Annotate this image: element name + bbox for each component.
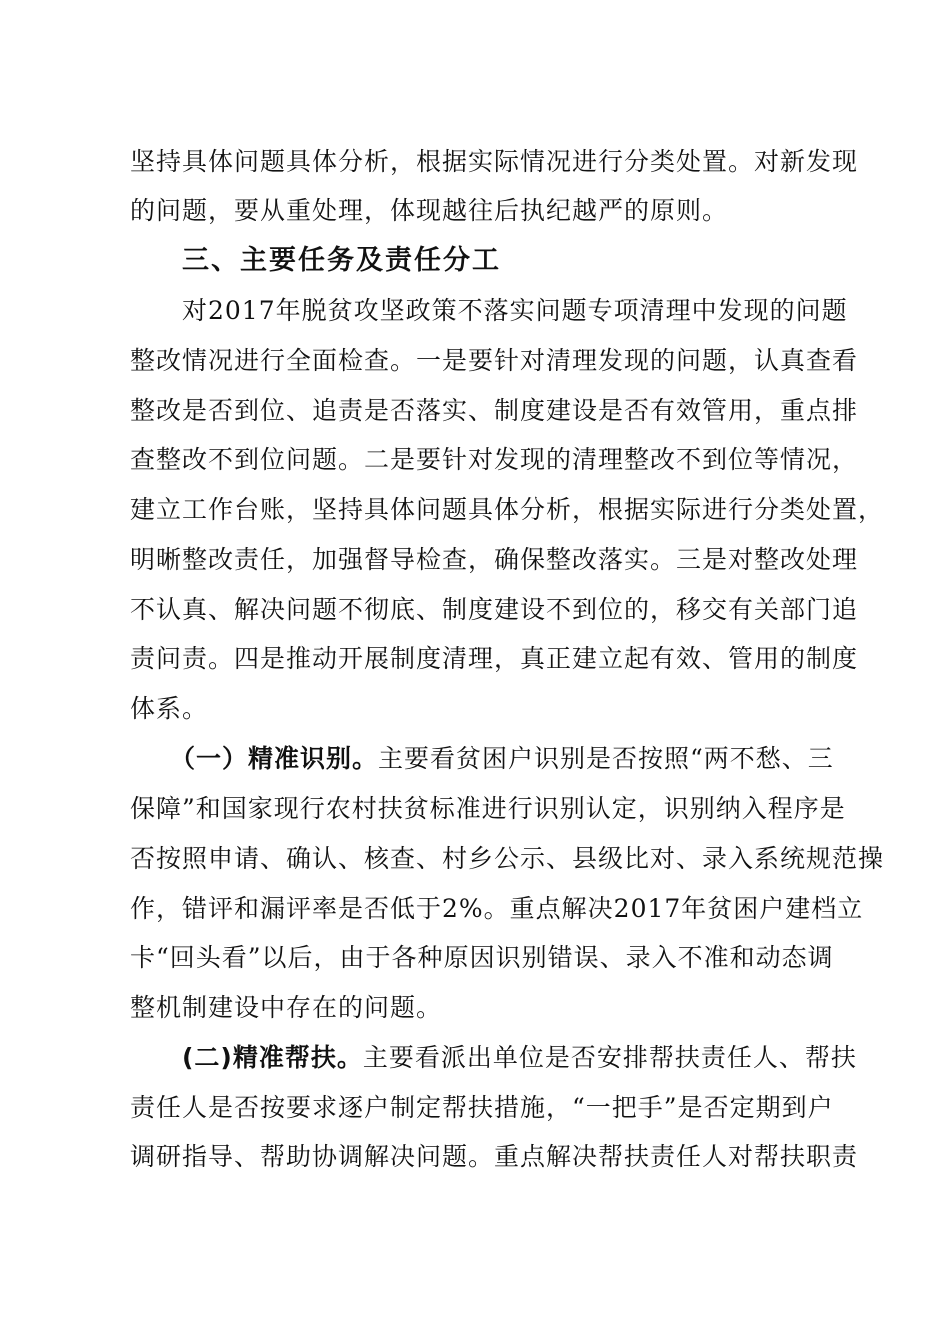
- item1-line-1: [0, 742, 950, 776]
- item2-line-1-text: 主要看派出单位是否安排帮扶责任人、帮扶: [362, 1043, 857, 1072]
- intro-line-2: 的问题，要从重处理，体现越往后执纪越严的原则。: [130, 196, 729, 225]
- section-para-line-1: 对2017年脱贫攻坚政策不落实问题专项清理中发现的问题: [182, 296, 848, 325]
- item1-line-2: 保障”和国家现行农村扶贫标准进行识别认定，识别纳入程序是: [130, 794, 846, 823]
- item2-line-1: [0, 1041, 950, 1075]
- item2-line-3: 调研指导、帮助协调解决问题。重点解决帮扶责任人对帮扶职责: [130, 1142, 859, 1171]
- section-heading: 三、主要任务及责任分工: [182, 245, 501, 276]
- item1-line-6: 整机制建设中存在的问题。: [130, 993, 443, 1022]
- section-para-line-7: 不认真、解决问题不彻底、制度建设不到位的，移交有关部门追: [130, 595, 859, 624]
- section-para-line-4: 查整改不到位问题。二是要针对发现的清理整改不到位等情况，: [130, 445, 859, 474]
- item1-line-3: 否按照申请、确认、核查、村乡公示、县级比对、录入系统规范操: [130, 844, 885, 873]
- item1-line-1-text: 主要看贫困户识别是否按照“两不愁、三: [378, 744, 834, 773]
- item2-label: (二)精准帮扶。: [182, 1043, 363, 1072]
- section-para-line-3: 整改是否到位、追责是否落实、制度建设是否有效管用，重点排: [130, 396, 859, 425]
- item1-line-5: 卡“回头看”以后，由于各种原因识别错误、录入不准和动态调: [130, 943, 834, 972]
- section-para-line-5: 建立工作台账，坚持具体问题具体分析，根据实际进行分类处置，: [130, 495, 885, 524]
- section-para-line-6: 明晰整改责任，加强督导检查，确保整改落实。三是对整改处理: [130, 545, 859, 574]
- section-para-line-2: 整改情况进行全面检查。一是要针对清理发现的问题，认真查看: [130, 346, 859, 375]
- intro-line-1: 坚持具体问题具体分析，根据实际情况进行分类处置。对新发现: [130, 147, 859, 176]
- section-para-line-8: 责问责。四是推动开展制度清理，真正建立起有效、管用的制度: [130, 644, 859, 673]
- item1-line-4: 作，错评和漏评率是否低于2%。重点解决2017年贫困户建档立: [130, 894, 864, 923]
- item2-line-2: 责任人是否按要求逐户制定帮扶措施，“一把手”是否定期到户: [130, 1093, 834, 1122]
- section-para-line-9: 体系。: [130, 694, 209, 723]
- item1-label: （一）精准识别。: [170, 744, 379, 773]
